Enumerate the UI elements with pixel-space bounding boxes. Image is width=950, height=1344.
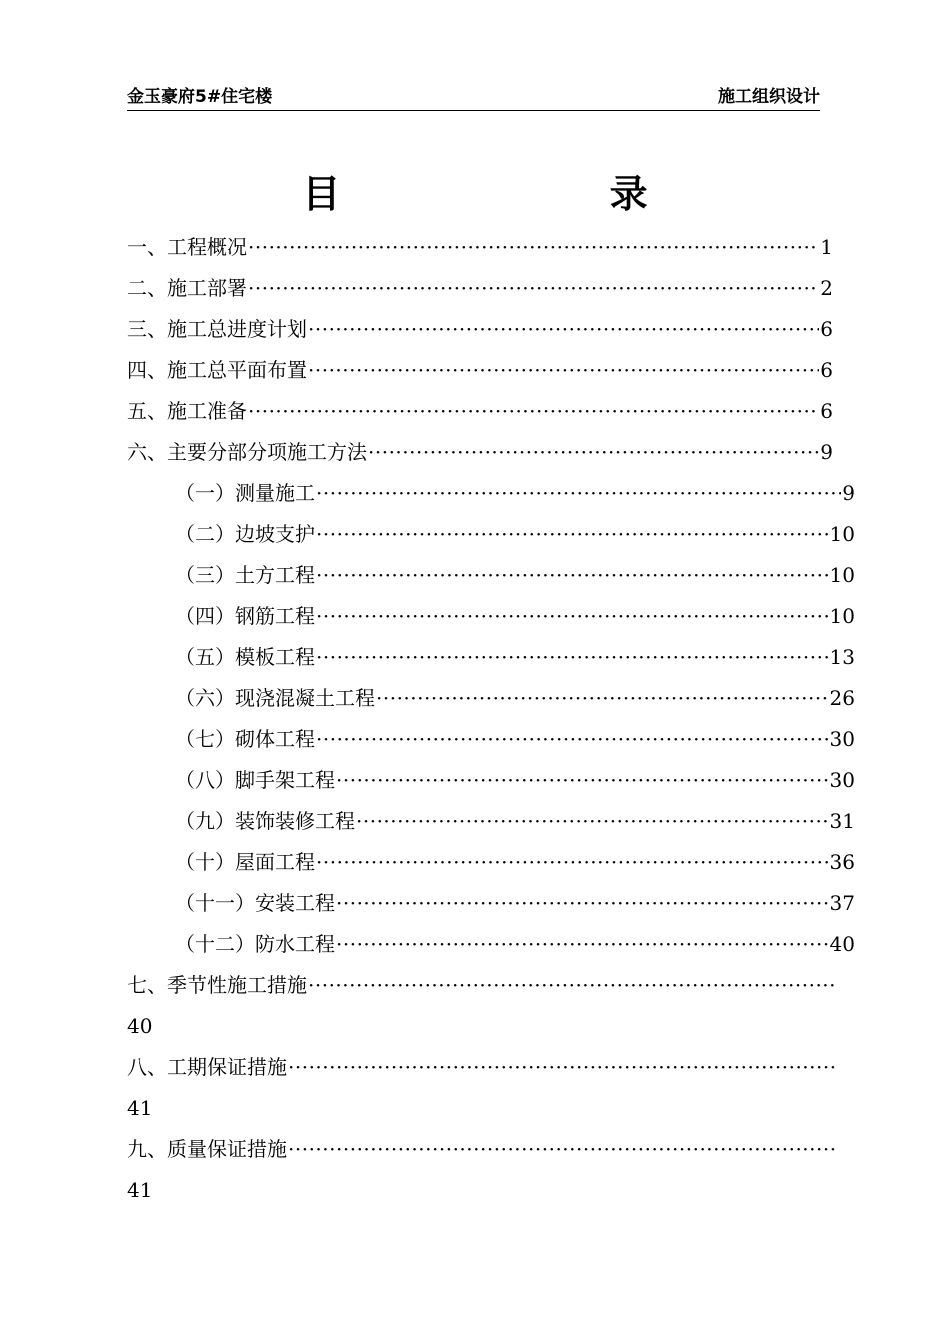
toc-entry-page: 41	[127, 1096, 153, 1120]
toc-entry-text: 五、施工准备	[127, 399, 247, 423]
toc-entry-page: 41	[127, 1178, 153, 1202]
toc-entry-text: 三、施工总进度计划	[127, 317, 307, 341]
toc-entry-text: （五）模板工程	[175, 645, 315, 669]
toc-leader-dots	[316, 637, 829, 678]
toc-leader-dots	[356, 801, 829, 842]
toc-entry-page: 31	[829, 809, 855, 833]
toc-subentry[interactable]	[127, 514, 855, 555]
toc-leader-dots	[316, 473, 841, 514]
toc-leader-dots	[316, 719, 829, 760]
toc-entry-text: （二）边坡支护	[175, 522, 315, 546]
toc-entry-text: 八、工期保证措施	[127, 1055, 287, 1079]
toc-entry-text: （六）现浇混凝土工程	[175, 686, 375, 710]
toc-subentry[interactable]	[127, 924, 855, 965]
toc-entry-page: 40	[829, 932, 855, 956]
toc-title: 目 录	[302, 171, 776, 216]
toc-subentry[interactable]	[127, 637, 855, 678]
toc-entry-page: 36	[829, 850, 855, 874]
toc-subentry[interactable]	[127, 719, 855, 760]
toc-entry-page: 10	[829, 604, 855, 628]
toc-entry-page: 6	[820, 358, 833, 382]
toc-leader-dots	[308, 965, 836, 1006]
toc-subentry[interactable]	[127, 842, 855, 883]
toc-leader-dots	[308, 350, 819, 391]
toc-leader-dots	[368, 432, 819, 473]
toc-entry[interactable]	[127, 268, 833, 309]
toc-entry[interactable]	[127, 227, 833, 268]
toc-entry-page: 30	[829, 727, 855, 751]
toc-entry-text: （十二）防水工程	[175, 932, 335, 956]
toc-entry[interactable]	[127, 309, 833, 350]
toc-entry-text: 九、质量保证措施	[127, 1137, 287, 1161]
toc-leader-dots	[288, 1047, 836, 1088]
toc-entry-text: （三）土方工程	[175, 563, 315, 587]
toc-leader-dots	[316, 514, 829, 555]
toc-entry-page: 30	[829, 768, 855, 792]
toc-entry-text: （四）钢筋工程	[175, 604, 315, 628]
toc-entry-text: （九）装饰装修工程	[175, 809, 355, 833]
toc-leader-dots	[316, 555, 829, 596]
toc-subentry[interactable]	[127, 801, 855, 842]
toc-entry-text: （八）脚手架工程	[175, 768, 335, 792]
toc-entry-text: 二、施工部署	[127, 276, 247, 300]
toc-leader-dots	[248, 391, 819, 432]
toc-entry[interactable]	[127, 391, 833, 432]
toc-entry-page: 26	[829, 686, 855, 710]
toc-entry-page: 40	[127, 1014, 153, 1038]
toc-entry-text: 一、工程概况	[127, 235, 247, 259]
toc-entry-page: 37	[829, 891, 855, 915]
toc-entry[interactable]	[127, 965, 837, 1006]
toc-entry[interactable]	[127, 432, 833, 473]
toc-leader-dots	[248, 268, 819, 309]
toc-entry-page: 13	[829, 645, 855, 669]
header-document-type: 施工组织设计	[718, 87, 820, 107]
page-header	[127, 84, 820, 111]
toc-entry-text: （一）测量施工	[175, 481, 315, 505]
toc-subentry[interactable]	[127, 555, 855, 596]
toc-entry-page: 9	[842, 481, 855, 505]
toc-entry-page: 6	[820, 399, 833, 423]
toc-leader-dots	[336, 924, 829, 965]
toc-entry-text: （十）屋面工程	[175, 850, 315, 874]
toc-leader-dots	[316, 596, 829, 637]
toc-entry[interactable]	[127, 350, 833, 391]
toc-entry-page: 1	[820, 235, 833, 259]
toc-list	[127, 227, 855, 1211]
toc-entry-page: 6	[820, 317, 833, 341]
toc-subentry[interactable]	[127, 883, 855, 924]
toc-entry-text: 六、主要分部分项施工方法	[127, 440, 367, 464]
toc-entry-text: 七、季节性施工措施	[127, 973, 307, 997]
toc-entry-page: 2	[820, 276, 833, 300]
toc-entry[interactable]	[127, 1129, 837, 1170]
toc-entry-text: （十一）安装工程	[175, 891, 335, 915]
toc-entry-page: 9	[820, 440, 833, 464]
toc-leader-dots	[288, 1129, 836, 1170]
toc-entry-page: 10	[829, 563, 855, 587]
toc-leader-dots	[376, 678, 829, 719]
toc-leader-dots	[308, 309, 819, 350]
toc-subentry[interactable]	[127, 760, 855, 801]
toc-leader-dots	[336, 883, 829, 924]
toc-leader-dots	[248, 227, 819, 268]
toc-entry[interactable]	[127, 1047, 837, 1088]
toc-subentry[interactable]	[127, 473, 855, 514]
toc-entry-text: 四、施工总平面布置	[127, 358, 307, 382]
toc-leader-dots	[316, 842, 829, 883]
toc-entry-page: 10	[829, 522, 855, 546]
toc-entry-text: （七）砌体工程	[175, 727, 315, 751]
toc-leader-dots	[336, 760, 829, 801]
toc-subentry[interactable]	[127, 678, 855, 719]
header-project-name: 金玉豪府5#住宅楼	[127, 87, 273, 107]
toc-subentry[interactable]	[127, 596, 855, 637]
